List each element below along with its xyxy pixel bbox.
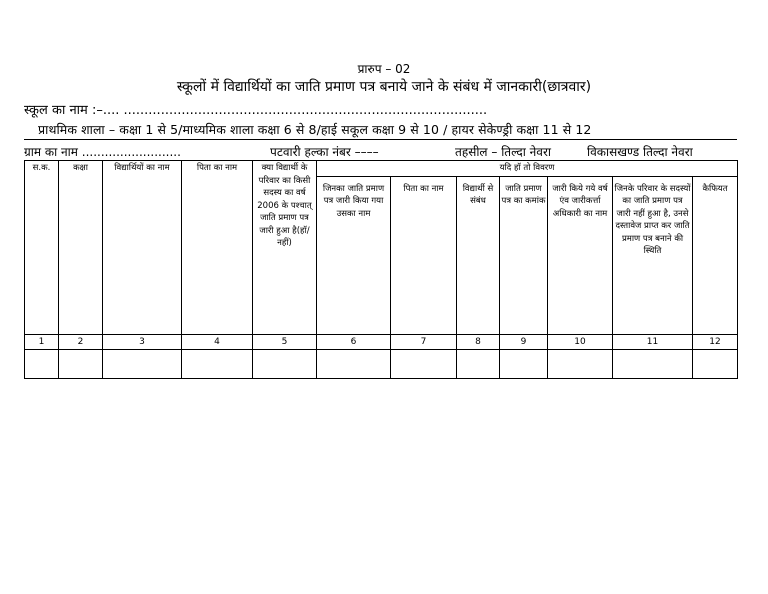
table-cell[interactable]	[59, 350, 103, 379]
col-header-student-name: विद्यार्थियों का नाम	[103, 161, 182, 335]
divider	[24, 139, 737, 140]
col-number: 10	[548, 334, 613, 350]
table-cell[interactable]	[25, 350, 59, 379]
village-name-field: ग्राम का नाम ..........................	[24, 145, 181, 159]
col-header-status: जिनके परिवार के सदस्यों का जाति प्रमाण पत्र जारी नहीं हुआ है, उनसे दस्तावेज प्राप्त कर जाति प्रमाण पत्र बनाने की स्थिति	[613, 176, 693, 334]
table-cell[interactable]	[317, 350, 391, 379]
col-header-remarks: कैफियत	[693, 176, 738, 334]
table-cell[interactable]	[253, 350, 317, 379]
col-number: 8	[457, 334, 500, 350]
form-number: प्रारुप – 02	[357, 62, 411, 76]
col-number: 6	[317, 334, 391, 350]
group-header-details: यदि हॉ तो विवरण	[317, 161, 738, 177]
col-header-family-certificate: क्या विद्यार्थी के परिवार का किसी सदस्य का वर्ष 2006 के पश्चात् जाति प्रमाण पत्र जारी हुआ है(हॉ/नहीं)	[253, 161, 317, 335]
tehsil-field: तहसील – तिल्दा नेवरा	[455, 145, 551, 159]
col-header-serial: स.क.	[25, 161, 59, 335]
table-cell[interactable]	[693, 350, 738, 379]
table-cell[interactable]	[613, 350, 693, 379]
col-number: 5	[253, 334, 317, 350]
table-cell[interactable]	[391, 350, 457, 379]
col-number: 3	[103, 334, 182, 350]
col-number: 9	[500, 334, 548, 350]
table-cell[interactable]	[500, 350, 548, 379]
school-name-field: स्कूल का नाम :–.... ........................................................................................	[24, 103, 488, 118]
col-number: 4	[182, 334, 253, 350]
column-number-row	[25, 334, 738, 350]
table-cell[interactable]	[182, 350, 253, 379]
table-row	[25, 350, 738, 379]
col-number: 2	[59, 334, 103, 350]
col-header-father-name: पिता का नाम	[182, 161, 253, 335]
table-cell[interactable]	[457, 350, 500, 379]
col-header-class: कक्षा	[59, 161, 103, 335]
col-header-relation: विद्यार्थी से संबंध	[457, 176, 500, 334]
col-number: 7	[391, 334, 457, 350]
col-number: 1	[25, 334, 59, 350]
school-classes-line: प्राथमिक शाला – कक्षा 1 से 5/माध्यमिक शाला कक्षा 6 से 8/हाई सकूल कक्षा 9 से 10 / हायर सेकेण्ड्री कक्षा 11 से 12	[38, 122, 592, 137]
col-header-certificate-number: जाति प्रमाण पत्र का कमांक	[500, 176, 548, 334]
student-caste-table	[24, 160, 738, 379]
block-field: विकासखण्ड तिल्दा नेवरा	[587, 145, 693, 159]
table-cell[interactable]	[548, 350, 613, 379]
col-header-holder-father: पिता का नाम	[391, 176, 457, 334]
col-header-issue-year-officer: जारी किये गये वर्ष एंव जारीकर्त्ता अधिकारी का नाम	[548, 176, 613, 334]
patwari-halka-field: पटवारी हल्का नंबर ––––	[270, 145, 379, 159]
form-title: स्कूलों में विद्यार्थियों का जाति प्रमाण पत्र बनाये जाने के संबंध में जानकारी(छात्रवार)	[176, 79, 592, 95]
col-number: 12	[693, 334, 738, 350]
col-header-certificate-holder: जिनका जाति प्रमाण पत्र जारी किया गया उसका नाम	[317, 176, 391, 334]
table-cell[interactable]	[103, 350, 182, 379]
col-number: 11	[613, 334, 693, 350]
